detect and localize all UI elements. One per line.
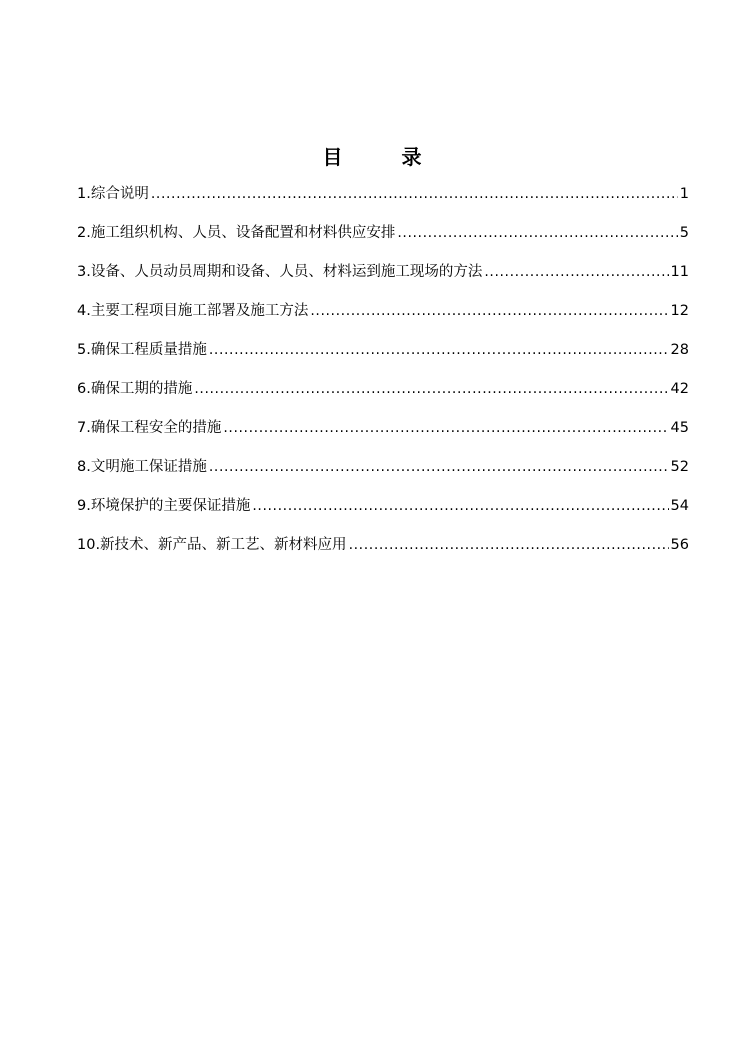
- toc-list: [77, 181, 689, 571]
- toc-entry-label: 1.综合说明: [77, 186, 149, 202]
- toc-entry-label: 3.设备、人员动员周期和设备、人员、材料运到施工现场的方法: [77, 264, 483, 280]
- toc-entry-page: 56: [670, 537, 689, 553]
- toc-dot-leader: [209, 454, 669, 480]
- toc-dot-leader: [194, 376, 668, 402]
- toc-title: 目 录: [322, 145, 448, 169]
- toc-entry[interactable]: [77, 454, 689, 493]
- toc-entry-page: 28: [670, 342, 689, 358]
- toc-entry-page: 1: [679, 186, 689, 202]
- toc-dot-leader: [397, 220, 677, 246]
- toc-entry-label: 9.环境保护的主要保证措施: [77, 498, 251, 514]
- toc-entry-label: 2.施工组织机构、人员、设备配置和材料供应安排: [77, 225, 396, 241]
- toc-entry-page: 5: [679, 225, 689, 241]
- toc-dot-leader: [252, 493, 668, 519]
- toc-dot-leader: [223, 415, 668, 441]
- toc-entry-page: 45: [670, 420, 689, 436]
- toc-entry[interactable]: [77, 337, 689, 376]
- toc-entry-page: 54: [670, 498, 689, 514]
- toc-entry[interactable]: [77, 376, 689, 415]
- toc-entry-page: 42: [670, 381, 689, 397]
- toc-entry-page: 12: [670, 303, 689, 319]
- toc-entry-label: 10.新技术、新产品、新工艺、新材料应用: [77, 537, 347, 553]
- toc-dot-leader: [310, 298, 668, 324]
- toc-entry[interactable]: [77, 298, 689, 337]
- toc-entry-label: 6.确保工期的措施: [77, 381, 193, 397]
- toc-entry-page: 11: [670, 264, 689, 280]
- toc-entry[interactable]: [77, 181, 689, 220]
- toc-entry[interactable]: [77, 493, 689, 532]
- toc-entry[interactable]: [77, 415, 689, 454]
- toc-entry[interactable]: [77, 532, 689, 571]
- toc-entry-label: 7.确保工程安全的措施: [77, 420, 222, 436]
- toc-dot-leader: [151, 181, 678, 207]
- toc-entry-label: 5.确保工程质量措施: [77, 342, 207, 358]
- toc-entry-label: 4.主要工程项目施工部署及施工方法: [77, 303, 309, 319]
- toc-dot-leader: [349, 532, 669, 558]
- toc-dot-leader: [484, 259, 668, 285]
- toc-dot-leader: [209, 337, 669, 363]
- toc-entry[interactable]: [77, 220, 689, 259]
- toc-entry-page: 52: [670, 459, 689, 475]
- toc-entry-label: 8.文明施工保证措施: [77, 459, 207, 475]
- toc-entry[interactable]: [77, 259, 689, 298]
